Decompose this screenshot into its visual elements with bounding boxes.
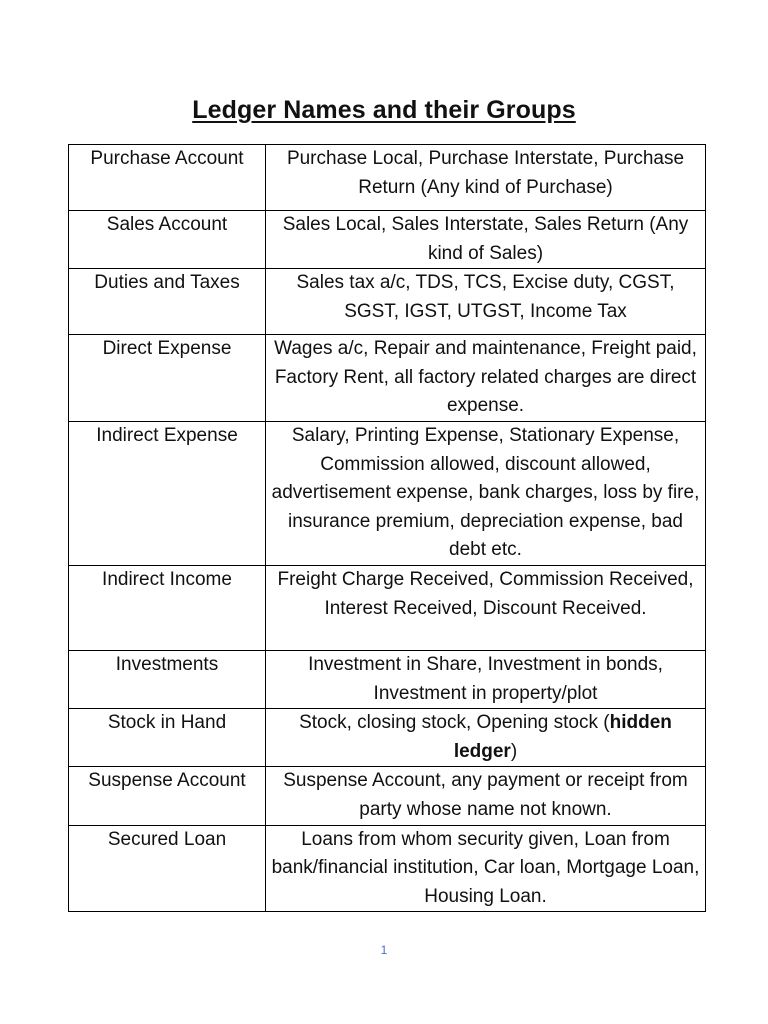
ledgers-cell: Loans from whom security given, Loan from bank/financial institution, Car loan, Mortgage Loan, Housing Loan. xyxy=(266,825,706,912)
ledgers-cell: Salary, Printing Expense, Stationary Expense, Commission allowed, discount allowed, advertisement expense, bank charges, loss by fire, insurance premium, depreciation expense, bad debt etc. xyxy=(266,421,706,565)
table-row xyxy=(69,650,706,708)
table-row xyxy=(69,335,706,422)
table-row xyxy=(69,269,706,335)
ledgers-cell xyxy=(266,709,706,767)
ledgers-cell: Sales Local, Sales Interstate, Sales Return (Any kind of Sales) xyxy=(266,211,706,269)
ledgers-cell: Suspense Account, any payment or receipt from party whose name not known. xyxy=(266,767,706,825)
table-row xyxy=(69,767,706,825)
ledgers-cell: Freight Charge Received, Commission Received, Interest Received, Discount Received. xyxy=(266,565,706,650)
group-cell: Stock in Hand xyxy=(69,709,266,767)
hidden-ledger-note: hidden ledger xyxy=(453,712,672,762)
group-cell: Suspense Account xyxy=(69,767,266,825)
close-paren: ) xyxy=(510,740,518,762)
group-cell: Sales Account xyxy=(69,211,266,269)
ledger-table xyxy=(68,144,706,912)
table-row xyxy=(69,825,706,912)
table-row xyxy=(69,211,706,269)
group-cell: Indirect Expense xyxy=(69,421,266,565)
group-cell: Purchase Account xyxy=(69,145,266,211)
ledgers-text: Stock, closing stock, Opening stock xyxy=(299,712,598,734)
table-row xyxy=(69,421,706,565)
ledgers-cell: Purchase Local, Purchase Interstate, Purchase Return (Any kind of Purchase) xyxy=(266,145,706,211)
ledgers-cell: Sales tax a/c, TDS, TCS, Excise duty, CGST, SGST, IGST, UTGST, Income Tax xyxy=(266,269,706,335)
table-row xyxy=(69,565,706,650)
page-title: Ledger Names and their Groups xyxy=(192,96,576,124)
table-row xyxy=(69,709,706,767)
table-row xyxy=(69,145,706,211)
open-paren: ( xyxy=(603,712,610,734)
page-number: 1 xyxy=(380,943,388,957)
group-cell: Investments xyxy=(69,650,266,708)
group-cell: Indirect Income xyxy=(69,565,266,650)
group-cell: Secured Loan xyxy=(69,825,266,912)
ledgers-cell: Investment in Share, Investment in bonds, Investment in property/plot xyxy=(266,650,706,708)
group-cell: Direct Expense xyxy=(69,335,266,422)
group-cell: Duties and Taxes xyxy=(69,269,266,335)
ledgers-cell: Wages a/c, Repair and maintenance, Freight paid, Factory Rent, all factory related charges are direct expense. xyxy=(266,335,706,422)
